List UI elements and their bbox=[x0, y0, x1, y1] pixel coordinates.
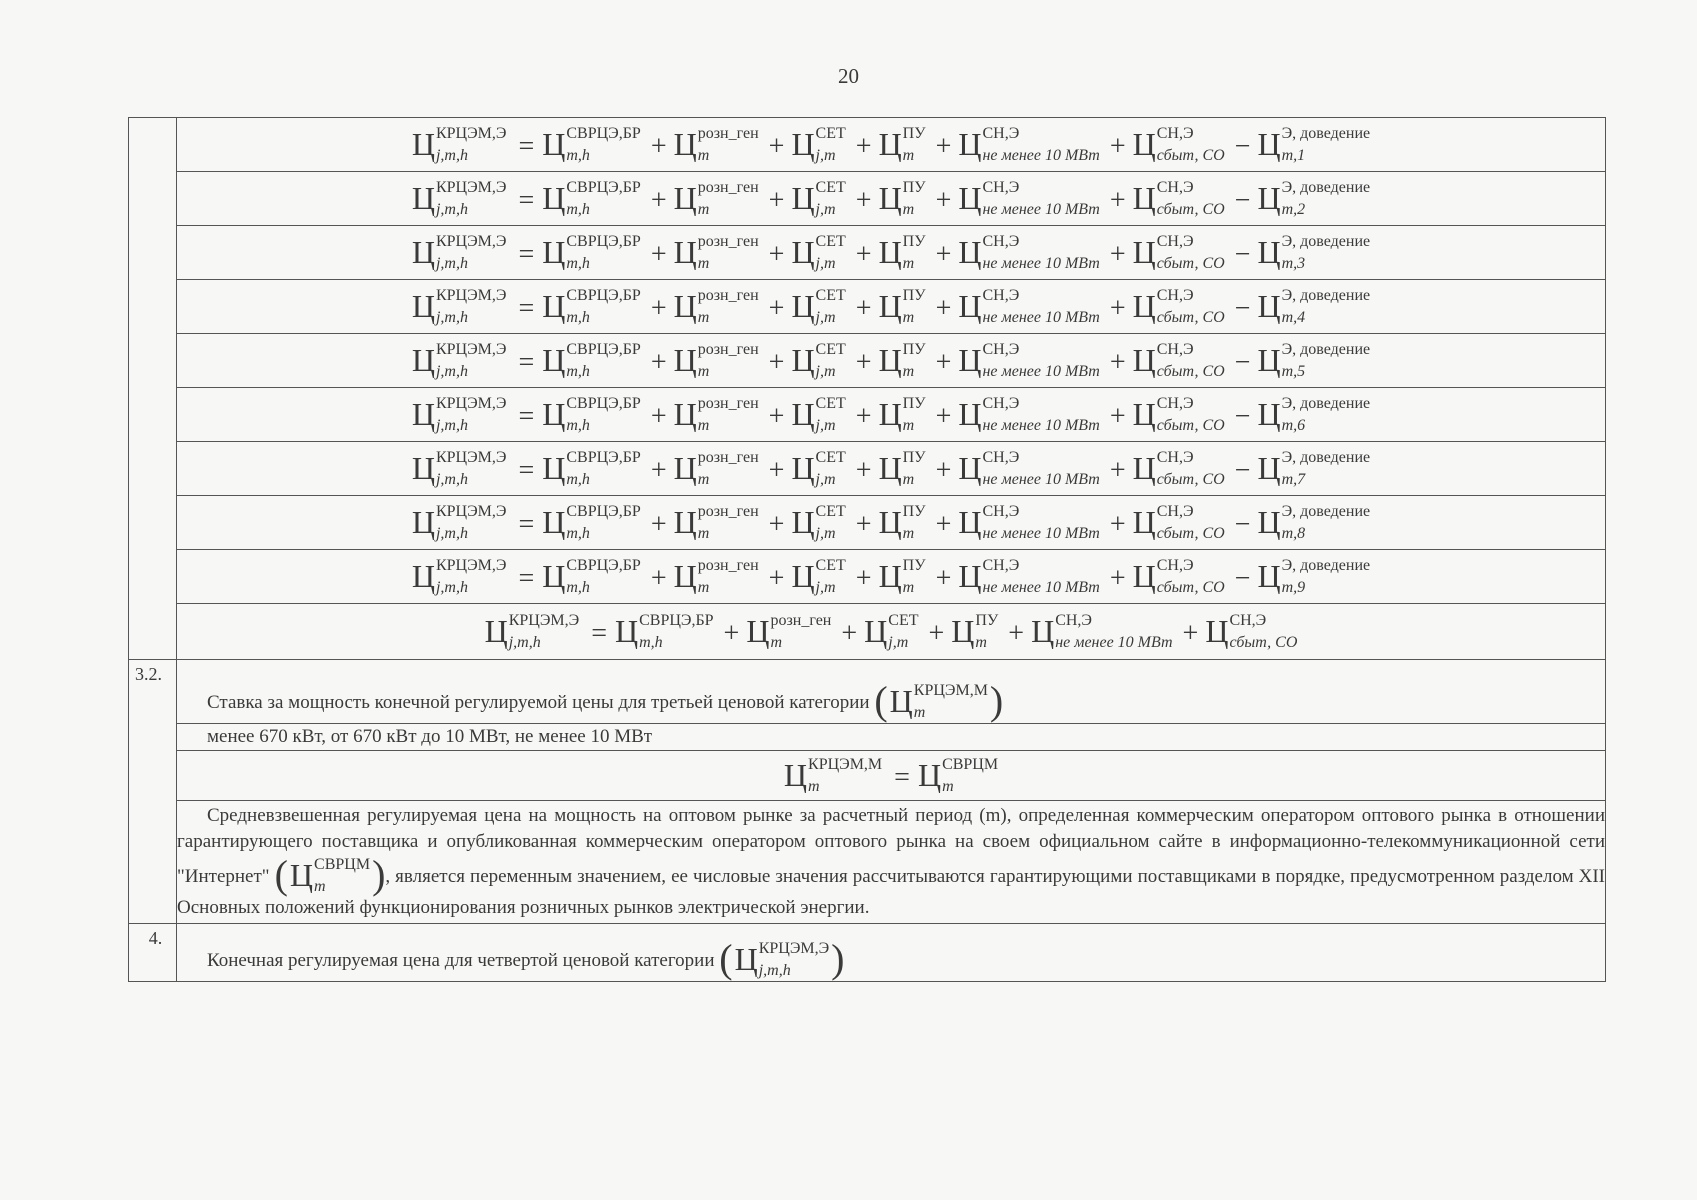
section-4-symbol: ( Ц КРЦЭМ,Э j,m,h ) bbox=[719, 936, 845, 981]
formula-row bbox=[129, 442, 1606, 496]
formula-cell bbox=[177, 334, 1606, 388]
section-3-2-header bbox=[129, 660, 1606, 724]
section-3-2-label: Ставка за мощность конечной регулируемой цены для третьей ценовой категории bbox=[207, 692, 870, 713]
formula-cell bbox=[177, 388, 1606, 442]
section-3-2-symbol: ( Ц КРЦЭМ,М m ) bbox=[874, 678, 1004, 723]
formula-8: Ц КРЦЭМ,Э j,m,h = Ц СВРЦЭ,БР m,h + Ц розн_ген m + Ц СЕТ j,m + Ц ПУ m + Ц СН,Э не менее 10 МВт + Ц СН,Э сбыт, СО − Ц Э, доведение m,8 bbox=[411, 503, 1371, 542]
formula-5: Ц КРЦЭМ,Э j,m,h = Ц СВРЦЭ,БР m,h + Ц розн_ген m + Ц СЕТ j,m + Ц ПУ m + Ц СН,Э не менее 10 МВт + Ц СН,Э сбыт, СО − Ц Э, доведение m,5 bbox=[411, 341, 1371, 380]
formula-cell bbox=[177, 118, 1606, 172]
number-cell-empty bbox=[129, 118, 177, 660]
formula-6: Ц КРЦЭМ,Э j,m,h = Ц СВРЦЭ,БР m,h + Ц розн_ген m + Ц СЕТ j,m + Ц ПУ m + Ц СН,Э не менее 10 МВт + Ц СН,Э сбыт, СО − Ц Э, доведение m,6 bbox=[411, 395, 1371, 434]
formula-row bbox=[129, 334, 1606, 388]
formula-7: Ц КРЦЭМ,Э j,m,h = Ц СВРЦЭ,БР m,h + Ц розн_ген m + Ц СЕТ j,m + Ц ПУ m + Ц СН,Э не менее 10 МВт + Ц СН,Э сбыт, СО − Ц Э, доведение m,7 bbox=[411, 449, 1371, 488]
section-number: 4. bbox=[129, 924, 177, 982]
formula-cell bbox=[177, 226, 1606, 280]
formula-row bbox=[129, 550, 1606, 604]
formula-cell bbox=[177, 604, 1606, 660]
formula-cell bbox=[177, 496, 1606, 550]
section-3-2-sub-label: менее 670 кВт, от 670 кВт до 10 МВт, не менее 10 МВт bbox=[177, 724, 1606, 751]
section-3-2-paragraph: Средневзвешенная регулируемая цена на мощность на оптовом рынке за расчетный период (m), определенная коммерческим оператором оптового рынка в отношении гарантирующего поставщика и опубликованная коммерческим оператором оптового рынка на своем официальном сайте в информационно-телекоммуникационной сети "Интернет" ( Ц СВРЦМ m ) , является переменным значением, ее числовые значения рассчитываются гарантирующими поставщиками в порядке, предусмотренном разделом XII Основных положений функционирования розничных рынков электрической энергии. bbox=[177, 801, 1606, 924]
formula-capacity: Ц КРЦЭМ,М m = Ц СВРЦМ m bbox=[783, 756, 999, 795]
paragraph-symbol: ( Ц СВРЦМ m ) bbox=[274, 852, 386, 897]
section-number: 3.2. bbox=[129, 660, 177, 924]
tariff-table bbox=[128, 117, 1606, 982]
formula-row bbox=[129, 172, 1606, 226]
formula-1: Ц КРЦЭМ,Э j,m,h = Ц СВРЦЭ,БР m,h + Ц розн_ген m + Ц СЕТ j,m + Ц ПУ m + Ц СН,Э не менее 10 МВт + Ц СН,Э сбыт, СО − Ц Э, доведение m,1 bbox=[411, 125, 1371, 164]
formula-cell bbox=[177, 751, 1606, 801]
formula-9: Ц КРЦЭМ,Э j,m,h = Ц СВРЦЭ,БР m,h + Ц розн_ген m + Ц СЕТ j,m + Ц ПУ m + Ц СН,Э не менее 10 МВт + Ц СН,Э сбыт, СО − Ц Э, доведение m,9 bbox=[411, 557, 1371, 596]
page-number: 20 bbox=[838, 64, 859, 88]
formula-4: Ц КРЦЭМ,Э j,m,h = Ц СВРЦЭ,БР m,h + Ц розн_ген m + Ц СЕТ j,m + Ц ПУ m + Ц СН,Э не менее 10 МВт + Ц СН,Э сбыт, СО − Ц Э, доведение m,4 bbox=[411, 287, 1371, 326]
formula-cell bbox=[177, 172, 1606, 226]
section-3-2-subrow bbox=[129, 724, 1606, 751]
formula-row bbox=[129, 226, 1606, 280]
section-3-2-formula-row bbox=[129, 751, 1606, 801]
section-4-label: Конечная регулируемая цена для четвертой ценовой категории bbox=[207, 950, 715, 971]
formula-2: Ц КРЦЭМ,Э j,m,h = Ц СВРЦЭ,БР m,h + Ц розн_ген m + Ц СЕТ j,m + Ц ПУ m + Ц СН,Э не менее 10 МВт + Ц СН,Э сбыт, СО − Ц Э, доведение m,2 bbox=[411, 179, 1371, 218]
formula-3: Ц КРЦЭМ,Э j,m,h = Ц СВРЦЭ,БР m,h + Ц розн_ген m + Ц СЕТ j,m + Ц ПУ m + Ц СН,Э не менее 10 МВт + Ц СН,Э сбыт, СО − Ц Э, доведение m,3 bbox=[411, 233, 1371, 272]
section-3-2-paragraph-row bbox=[129, 801, 1606, 924]
formula-row bbox=[129, 496, 1606, 550]
formula-final: Ц КРЦЭМ,Э j,m,h = Ц СВРЦЭ,БР m,h + Ц розн_ген m + Ц СЕТ j,m + Ц ПУ m + Ц СН,Э не менее 10 МВт + Ц СН,Э сбыт, СО bbox=[484, 612, 1298, 651]
formula-cell bbox=[177, 280, 1606, 334]
formula-cell bbox=[177, 442, 1606, 496]
formula-row bbox=[129, 280, 1606, 334]
section-4-label-cell bbox=[177, 924, 1606, 982]
formula-row bbox=[129, 118, 1606, 172]
formula-row-final bbox=[129, 604, 1606, 660]
formula-cell bbox=[177, 550, 1606, 604]
section-4-row bbox=[129, 924, 1606, 982]
section-3-2-label-cell bbox=[177, 660, 1606, 724]
formula-row bbox=[129, 388, 1606, 442]
